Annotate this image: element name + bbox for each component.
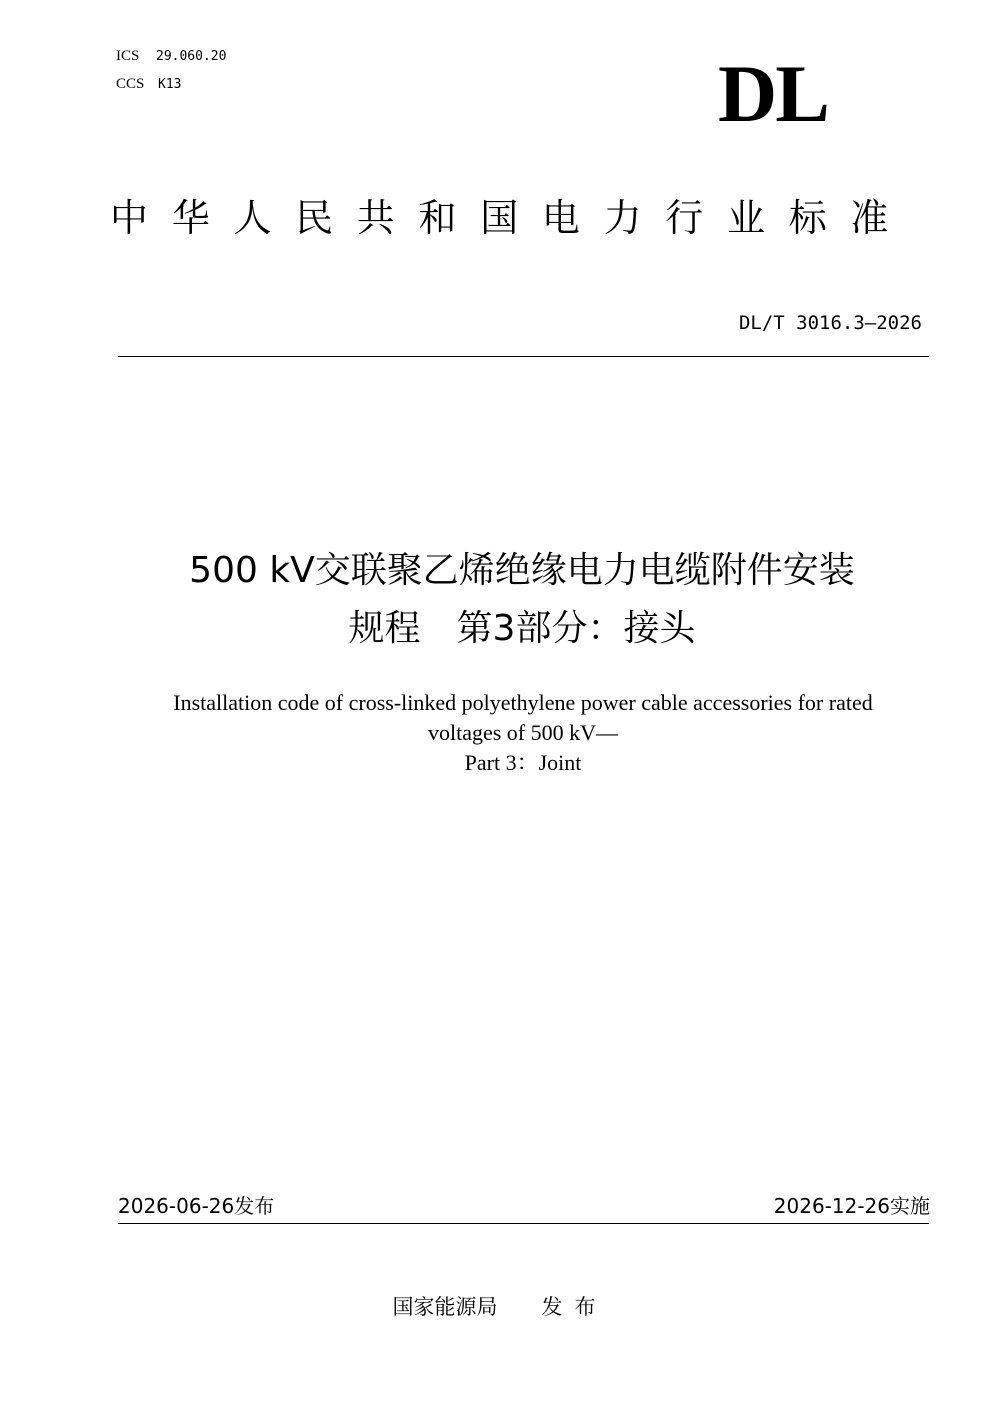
- ics-classification: [116, 48, 226, 65]
- ccs-label: CCS: [116, 76, 145, 92]
- issuer-line: [0, 1292, 1000, 1322]
- ccs-value: K13: [158, 77, 182, 92]
- dl-logo: DL: [718, 48, 828, 139]
- ics-value: 29.060.20: [156, 49, 227, 64]
- industry-standard-title: 中华人民共和国电力行业标准: [110, 196, 913, 240]
- document-title-en-line3: Part 3：Joint: [464, 750, 582, 775]
- implementation-date: 2026-12-26实施: [773, 1194, 930, 1218]
- document-title-en-line2: voltages of 500 kV—: [427, 720, 619, 745]
- issuer-action: 发布: [541, 1295, 608, 1319]
- issue-date: 2026-06-26发布: [118, 1194, 275, 1218]
- bottom-divider: [118, 1223, 929, 1224]
- document-title-cn-line2: 规程 第3部分：接头: [348, 608, 696, 649]
- ics-label: ICS: [116, 48, 140, 64]
- issuer-name: 国家能源局: [392, 1295, 498, 1319]
- document-title-cn-line1: 500 kV交联聚乙烯绝缘电力电缆附件安装: [189, 550, 855, 591]
- document-title-en-line1: Installation code of cross-linked polyethylene power cable accessories for rated: [173, 690, 873, 715]
- ccs-classification: [116, 76, 181, 93]
- standard-number: DL/T 3016.3—2026: [738, 312, 922, 334]
- top-divider: [118, 356, 929, 357]
